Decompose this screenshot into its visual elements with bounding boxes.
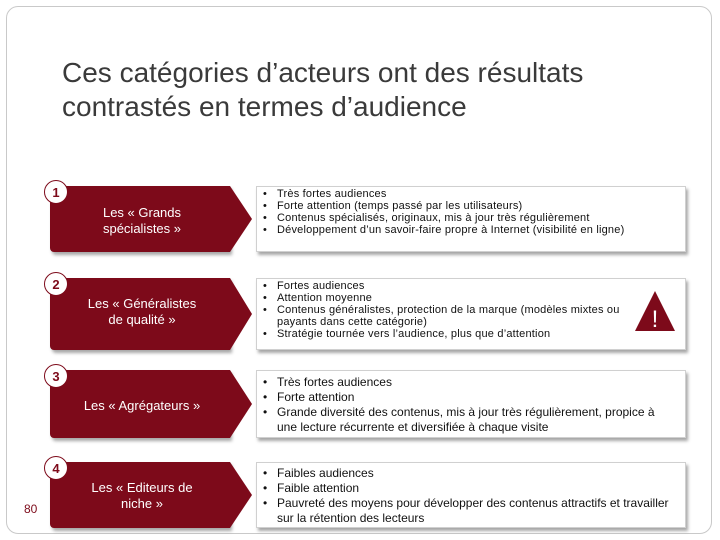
- bullet-item: • Grande diversité des contenus, mis à jour très régulièrement, propice à une lecture récurrente et diversifiée à chaque visite: [277, 405, 675, 435]
- description-box: [256, 370, 686, 438]
- bullet-item: • Contenus spécialisés, originaux, mis à jour très régulièrement: [277, 212, 685, 224]
- category-box: [50, 462, 230, 528]
- arrow-right-icon: [230, 462, 252, 528]
- bullet-list: [257, 463, 685, 526]
- category-label-line: Les « Editeurs de: [91, 480, 193, 495]
- page-number: 80: [24, 502, 38, 516]
- category-row-editeurs-de-niche: [50, 462, 686, 528]
- description-box: [256, 278, 686, 350]
- bullet-item: • Contenus généralistes, protection de la marque (modèles mixtes ou payants dans cette catégorie): [277, 304, 625, 328]
- bullet-item: • Stratégie tournée vers l’audience, plus que d’attention: [277, 328, 625, 340]
- title-line-1: Ces catégories d’acteurs ont des résultats: [62, 57, 584, 88]
- bullet-item: • Très fortes audiences: [277, 188, 685, 200]
- category-label-line: Les « Grands: [102, 205, 182, 220]
- bullet-item: • Faibles audiences: [277, 466, 675, 481]
- exclamation-triangle-icon: [633, 289, 677, 333]
- description-box: [256, 186, 686, 252]
- bullet-item: • Faible attention: [277, 481, 675, 496]
- category-label-line: de qualité »: [108, 312, 176, 327]
- description-box: [256, 462, 686, 528]
- category-row-grands-specialistes: [50, 186, 686, 252]
- arrow-right-icon: [230, 186, 252, 252]
- arrow-right-icon: [230, 278, 252, 350]
- category-number-badge: 3: [44, 364, 68, 388]
- category-label: [64, 480, 220, 512]
- category-label: [64, 205, 220, 237]
- title-line-2: contrastés en termes d’audience: [62, 91, 467, 122]
- category-row-generalistes-de-qualite: [50, 278, 686, 350]
- category-label-line: spécialistes »: [102, 221, 182, 236]
- category-number-badge: 2: [44, 272, 68, 296]
- category-label-line: Les « Agrégateurs »: [83, 398, 201, 413]
- bullet-list: [257, 187, 685, 236]
- category-number-badge: 1: [44, 180, 68, 204]
- category-number-badge: 4: [44, 456, 68, 480]
- bullet-item: • Pauvreté des moyens pour développer des contenus attractifs et travailler sur la rétention des lecteurs: [277, 496, 675, 526]
- slide-title: [62, 56, 662, 124]
- bullet-item: • Très fortes audiences: [277, 375, 675, 390]
- bullet-list: [257, 279, 685, 340]
- bullet-item: • Développement d’un savoir-faire propre à Internet (visibilité en ligne): [277, 224, 685, 236]
- category-box: [50, 278, 230, 350]
- bullet-item: • Attention moyenne: [277, 292, 625, 304]
- category-box: [50, 370, 230, 438]
- category-label-line: niche »: [121, 496, 163, 511]
- bullet-list: [257, 371, 685, 435]
- bullet-item: • Forte attention: [277, 390, 675, 405]
- warning-symbol: !: [651, 306, 659, 333]
- arrow-right-icon: [230, 370, 252, 438]
- category-label: [64, 398, 220, 414]
- category-label: [64, 296, 220, 328]
- category-box: [50, 186, 230, 252]
- bullet-item: • Forte attention (temps passé par les utilisateurs): [277, 200, 685, 212]
- bullet-item: • Fortes audiences: [277, 280, 625, 292]
- category-row-agregateurs: [50, 370, 686, 438]
- category-label-line: Les « Généralistes: [87, 296, 197, 311]
